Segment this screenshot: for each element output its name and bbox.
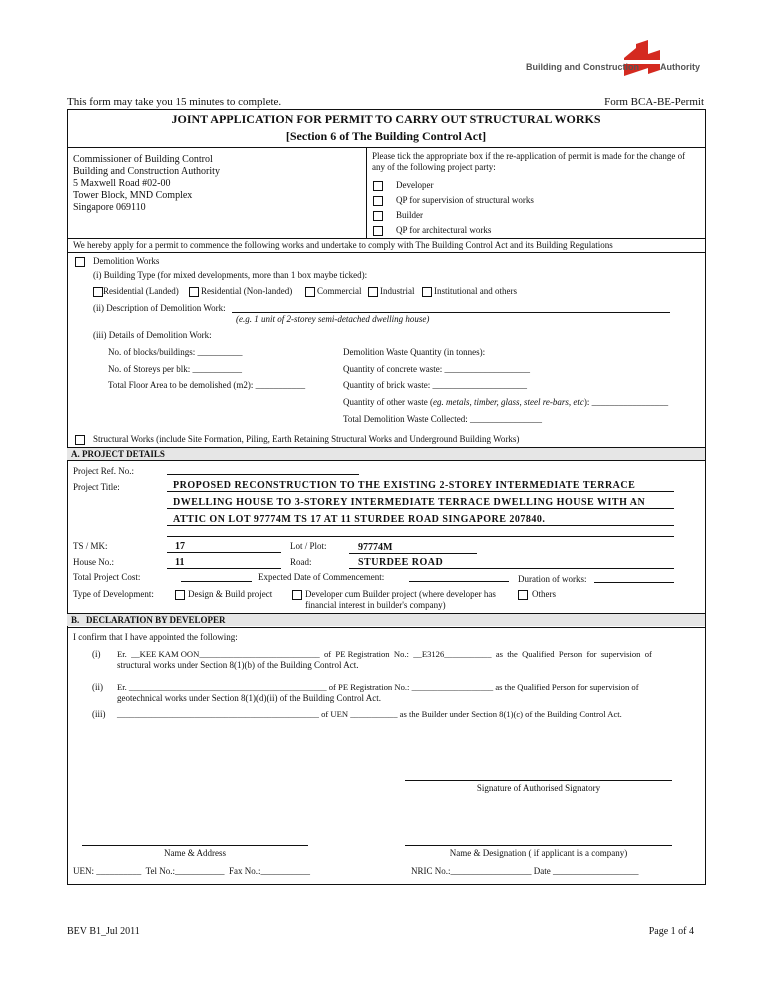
qp-geotech-cont: geotechnical works under Section 8(1)(d)(ii) of the Building Control Act. — [117, 693, 381, 703]
structural-works-checkbox[interactable] — [75, 435, 85, 445]
type-commercial-checkbox[interactable] — [305, 287, 315, 297]
nric-date[interactable]: NRIC No.:__________________ Date ___________________ — [411, 866, 639, 876]
house-value[interactable]: 11 — [175, 557, 185, 568]
footer-version: BEV B1_Jul 2011 — [67, 926, 140, 937]
floor-area-field[interactable]: Total Floor Area to be demolished (m2): ___________ — [108, 380, 306, 390]
details-label: (iii) Details of Demolition Work: — [93, 330, 212, 340]
ts-value[interactable]: 17 — [175, 541, 185, 552]
reapplication-instruction: Please tick the appropriate box if the re-application of permit is made for the change of any of the following project party: — [372, 151, 686, 172]
reapply-developer-checkbox[interactable] — [373, 181, 383, 191]
ts-label: TS / MK: — [73, 541, 108, 551]
apply-statement: We hereby apply for a permit to commence the following works and undertake to comply with The Building Control Act and its Building Regulations — [73, 240, 613, 250]
project-title-line-1: PROPOSED RECONSTRUCTION TO THE EXISTING 2-STOREY INTERMEDIATE TERRACE — [173, 480, 636, 491]
reapply-builder-checkbox[interactable] — [373, 211, 383, 221]
road-label: Road: — [290, 557, 312, 567]
qp-geotech-line[interactable]: Er. ______________________________________________ of PE Registration No.: ___________________ as the Qualified Person for supervision of — [117, 682, 639, 692]
project-title-line-2: DWELLING HOUSE TO 3-STOREY INTERMEDIATE TERRACE DWELLING HOUSE WITH AN — [173, 497, 646, 508]
description-example: (e.g. 1 unit of 2-storey semi-detached dwelling house) — [236, 314, 430, 324]
title-line-1: JOINT APPLICATION FOR PERMIT TO CARRY OUT STRUCTURAL WORKS — [171, 112, 601, 126]
builder-num: (iii) — [92, 709, 106, 719]
dev-type-label: Type of Development: — [73, 589, 154, 599]
bca-logo-icon — [614, 40, 666, 80]
commissioner-address: Commissioner of Building Control Building and Construction Authority 5 Maxwell Road #02-00 Tower Block, MND Complex Singapore 069110 — [73, 154, 220, 213]
confirm-text: I confirm that I have appointed the following: — [73, 632, 238, 642]
builder-line[interactable]: _______________________________________________ of UEN ___________ as the Builder under Section 8(1)(c) of the Building Control Act. — [117, 709, 622, 719]
time-note: This form may take you 15 minutes to complete. — [67, 96, 282, 108]
footer-page: Page 1 of 4 — [648, 926, 694, 937]
title-line-2: [Section 6 of The Building Control Act] — [285, 129, 487, 143]
lot-value[interactable]: 97774M — [358, 542, 393, 553]
project-ref-input[interactable] — [167, 474, 359, 475]
total-waste-field[interactable]: Total Demolition Waste Collected: ________________ — [343, 414, 542, 424]
concrete-waste-field[interactable]: Quantity of concrete waste: ___________________ — [343, 364, 530, 374]
project-title-line-3: ATTIC ON LOT 97774M TS 17 AT 11 STURDEE ROAD SINGAPORE 207840. — [173, 514, 546, 525]
duration-input[interactable] — [594, 582, 674, 583]
storeys-field[interactable]: No. of Storeys per blk: ___________ — [108, 364, 242, 374]
others-checkbox[interactable] — [518, 590, 528, 600]
description-label: (ii) Description of Demolition Work: — [93, 303, 226, 313]
commence-label: Expected Date of Commencement: — [258, 572, 385, 582]
demolition-heading: Demolition Works — [93, 256, 160, 266]
bca-logo — [526, 40, 706, 80]
signature-line[interactable] — [405, 780, 672, 781]
type-residential-nonlanded-checkbox[interactable] — [189, 287, 199, 297]
uen-tel-fax[interactable]: UEN: __________ Tel No.:___________ Fax No.:___________ — [73, 866, 310, 876]
structural-works-label: Structural Works (include Site Formation, Piling, Earth Retaining Structural Works and Underground Building Works) — [93, 434, 520, 444]
name-designation-line[interactable] — [405, 845, 672, 846]
project-ref-label: Project Ref. No.: — [73, 466, 134, 476]
section-b-title: B. DECLARATION BY DEVELOPER — [71, 615, 226, 625]
qp-structural-line[interactable]: Er. __KEE KAM OON____________________________ of PE Registration No.: __E3126___________ as the Qualified Person for supervision of — [117, 649, 652, 659]
other-waste-field[interactable]: Quantity of other waste (eg. metals, timber, glass, steel re-bars, etc): _________________ — [343, 397, 669, 407]
qp-geotech-num: (ii) — [92, 682, 103, 692]
developer-builder-checkbox[interactable] — [292, 590, 302, 600]
brick-waste-field[interactable]: Quantity of brick waste: _____________________ — [343, 380, 527, 390]
section-a-title: A. PROJECT DETAILS — [71, 449, 165, 459]
commence-input[interactable] — [409, 581, 509, 582]
demolition-works-checkbox[interactable] — [75, 257, 85, 267]
logo-text: Building and Construction — [526, 62, 639, 72]
duration-label: Duration of works: — [518, 574, 587, 584]
cost-label: Total Project Cost: — [73, 572, 141, 582]
qp-structural-num: (i) — [92, 649, 101, 659]
blocks-field[interactable]: No. of blocks/buildings: __________ — [108, 347, 243, 357]
description-input[interactable] — [232, 312, 670, 313]
qp-structural-cont: structural works under Section 8(1)(b) of the Building Control Act. — [117, 660, 359, 670]
type-institutional-checkbox[interactable] — [422, 287, 432, 297]
signature-label: Signature of Authorised Signatory — [476, 783, 601, 793]
reapply-qp-architectural-checkbox[interactable] — [373, 226, 383, 236]
design-build-checkbox[interactable] — [175, 590, 185, 600]
lot-label: Lot / Plot: — [290, 541, 327, 551]
name-designation-label: Name & Designation ( if applicant is a company) — [449, 848, 628, 858]
form-title — [67, 112, 705, 144]
project-title-label: Project Title: — [73, 482, 120, 492]
building-type-label: (i) Building Type (for mixed developments, more than 1 box maybe ticked): — [93, 270, 368, 280]
road-value[interactable]: STURDEE ROAD — [358, 557, 444, 568]
reapply-qp-structural-checkbox[interactable] — [373, 196, 383, 206]
type-industrial-checkbox[interactable] — [368, 287, 378, 297]
form-code: Form BCA-BE-Permit — [604, 96, 704, 108]
type-residential-landed-checkbox[interactable] — [93, 287, 103, 297]
cost-input[interactable] — [181, 581, 252, 582]
name-address-label: Name & Address — [164, 848, 226, 858]
waste-qty-label: Demolition Waste Quantity (in tonnes): — [343, 347, 486, 357]
logo-text-2: Authority — [660, 62, 700, 72]
house-label: House No.: — [73, 557, 114, 567]
name-address-line[interactable] — [82, 845, 308, 846]
